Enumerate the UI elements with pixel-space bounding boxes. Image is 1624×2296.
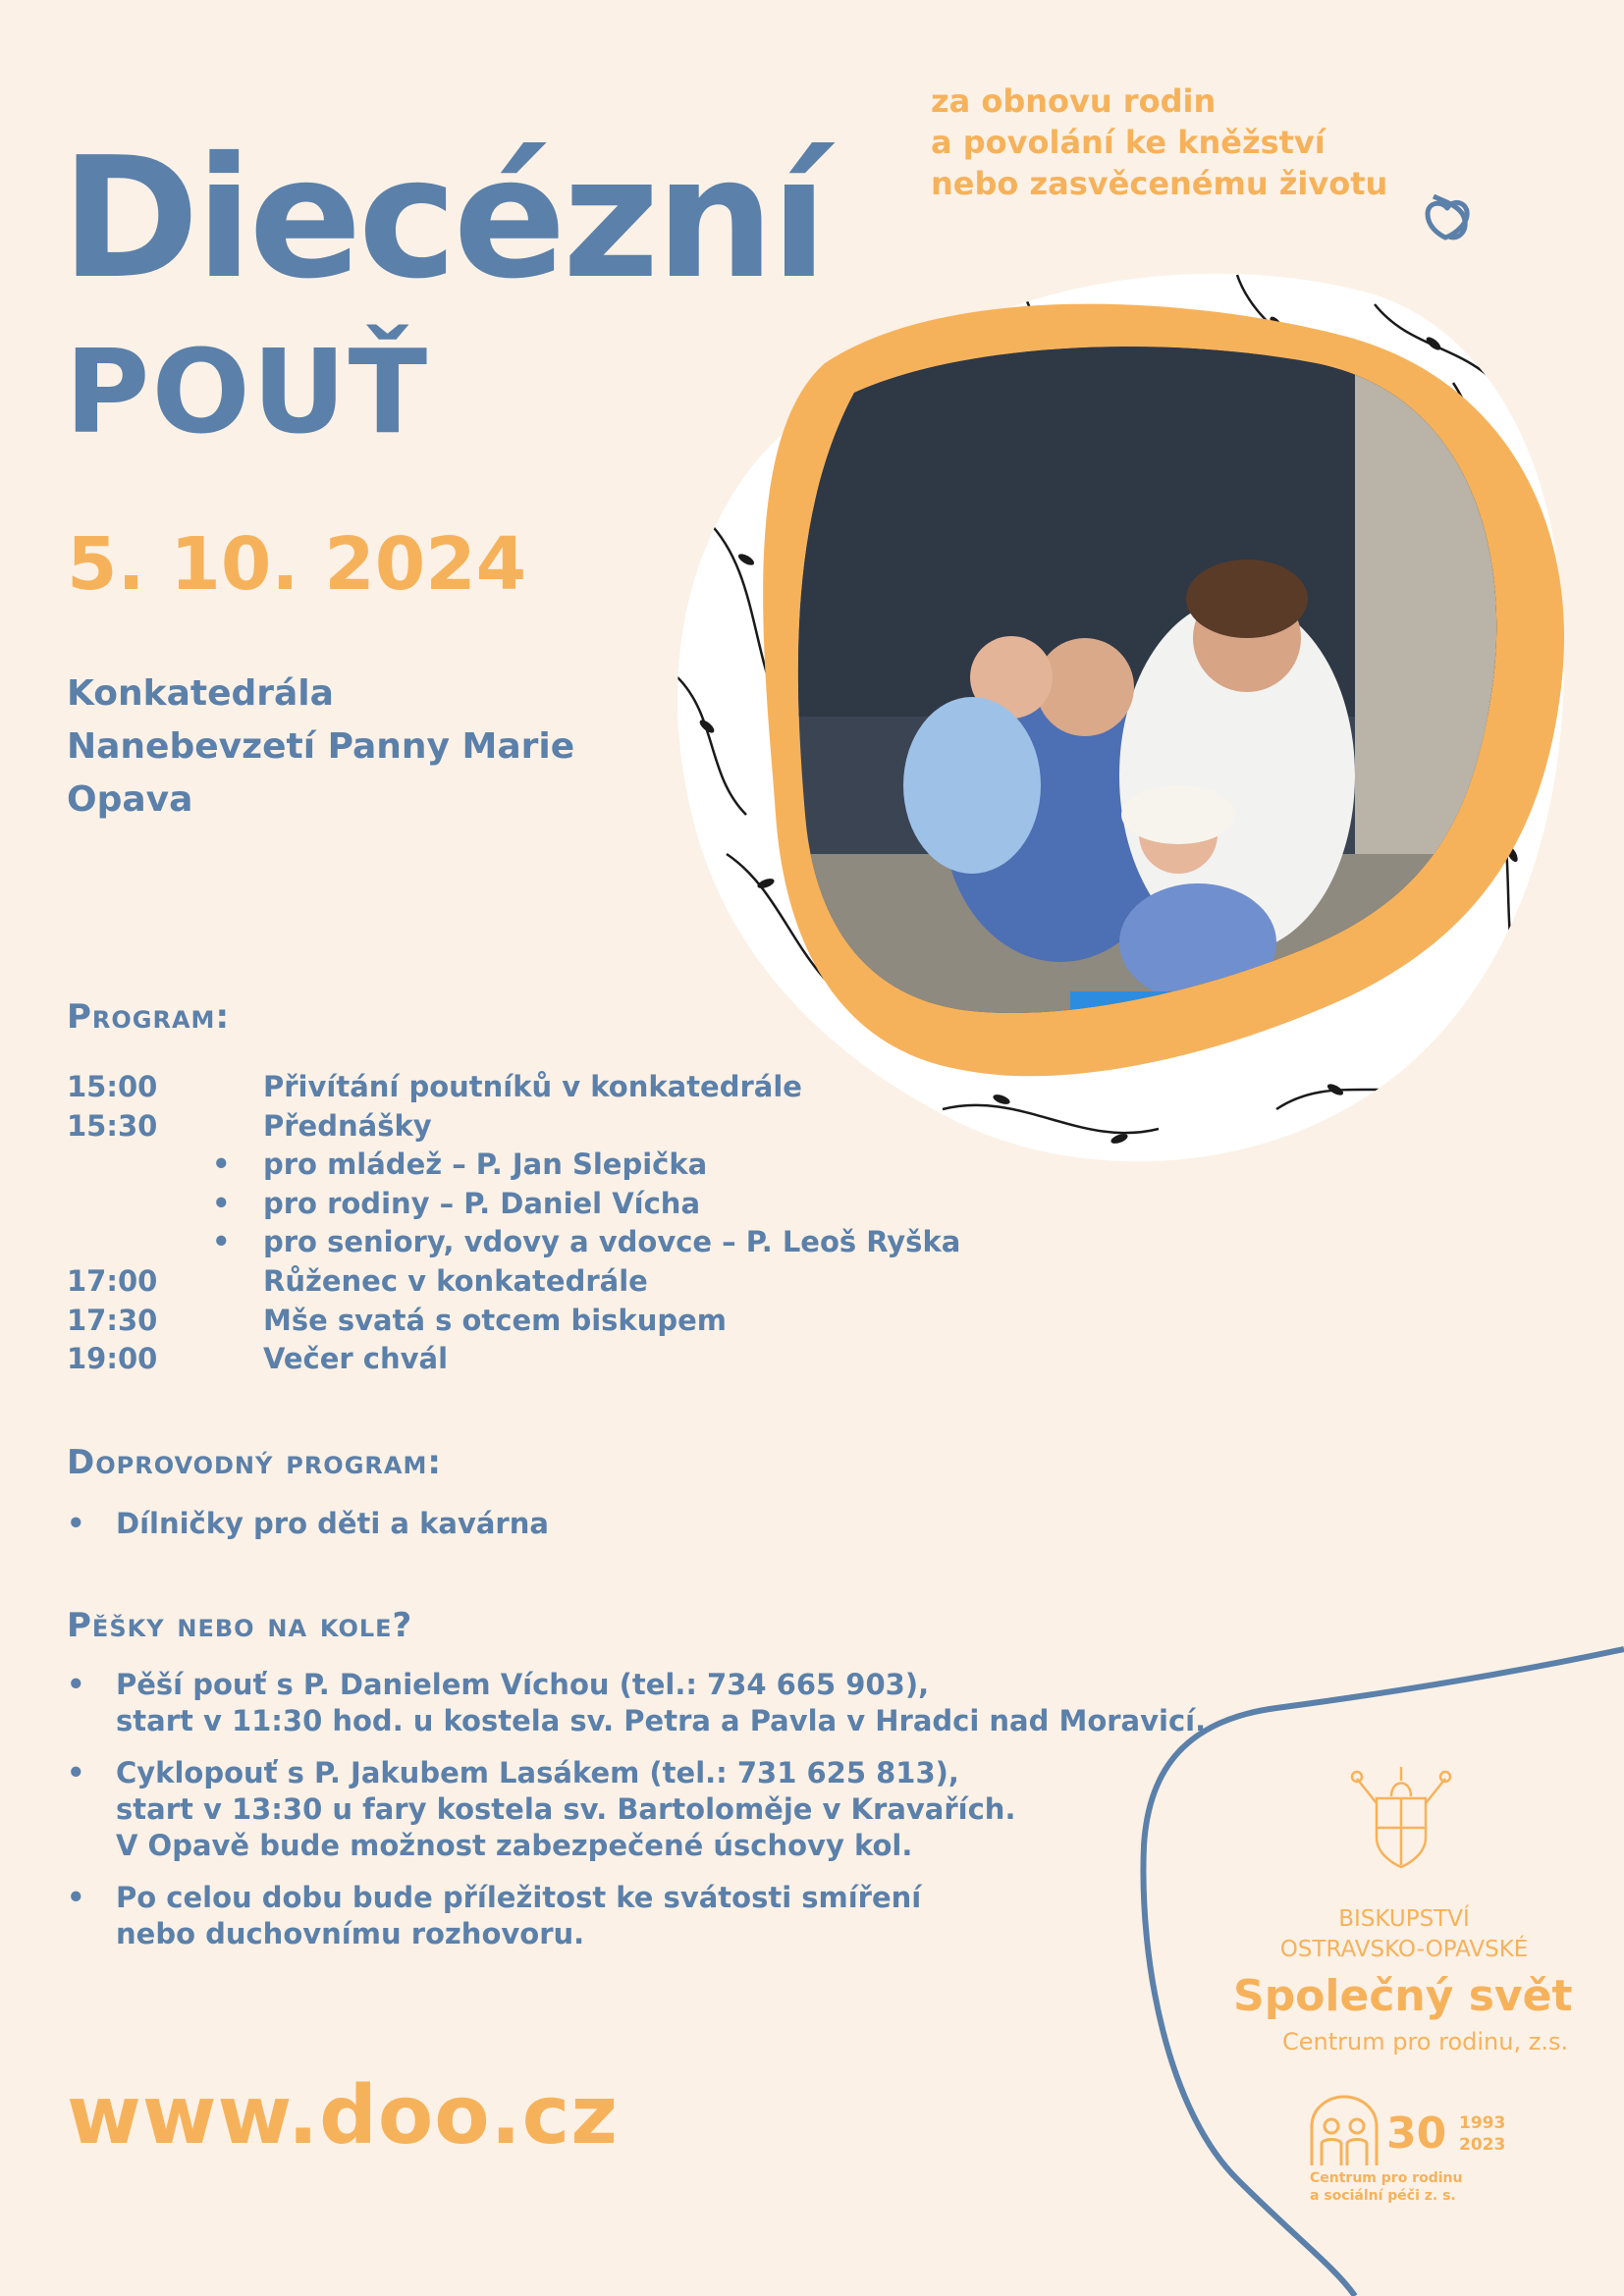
list-item [67, 1506, 549, 1542]
anniversary-number: 30 [1386, 2109, 1447, 2159]
list-item [67, 1667, 1206, 1739]
venue-line: Nanebevzetí Panny Marie [67, 726, 575, 767]
bullet-icon: • [67, 1881, 85, 1914]
walk-bike-heading: Pěšky nebo na kole? [67, 1606, 413, 1645]
venue-line: Opava [67, 779, 193, 820]
bullet-icon: • [212, 1225, 231, 1259]
anniversary-year: 1993 [1459, 2113, 1506, 2133]
schedule-activity: Přednášky [263, 1108, 432, 1143]
page-title: Diecézní [61, 122, 824, 316]
tagline-line: za obnovu rodin [931, 82, 1217, 120]
anniversary-caption-line: a sociální péči z. s. [1310, 2188, 1456, 2204]
bullet-icon: • [67, 1668, 85, 1701]
family-photo [648, 265, 1591, 1198]
anniversary-years [1459, 2112, 1505, 2156]
list-item-text: Dílničky pro děti a kavárna [116, 1507, 549, 1540]
list-item-text: start v 13:30 u fary kostela sv. Bartoloměje v Kravařích. [116, 1792, 1016, 1826]
tagline-line: nebo zasvěcenému životu [931, 165, 1388, 202]
anniversary-caption-line: Centrum pro rodinu [1310, 2170, 1463, 2186]
bullet-icon: • [67, 1507, 85, 1540]
org-subtitle: Centrum pro rodinu, z.s. [1282, 2028, 1569, 2056]
schedule-activity: Přivítání poutníků v konkatedrále [263, 1070, 802, 1103]
org-name: Společný svět [1233, 1971, 1573, 2021]
schedule-time: 15:00 [67, 1070, 158, 1103]
heart-icon [1422, 194, 1475, 241]
schedule-time: 17:00 [67, 1263, 158, 1298]
program-heading: Program: [67, 997, 231, 1037]
diocese-coat-of-arms-icon [1347, 1759, 1455, 1877]
diocese-name-line: OSTRAVSKO-OPAVSKÉ [1279, 1937, 1529, 1962]
diocese-name [1237, 1904, 1571, 1965]
list-item-text: Pěší pouť s P. Danielem Víchou (tel.: 734 665 903), [116, 1668, 930, 1701]
list-item-text: Po celou dobu bude příležitost ke svátosti smíření [116, 1881, 922, 1914]
bullet-icon: • [212, 1148, 231, 1182]
walk-bike-list [67, 1667, 1206, 1968]
side-program-heading: Doprovodný program: [67, 1443, 442, 1482]
list-item-text: V Opavě bude možnost zabezpečené úschovy kol. [116, 1829, 913, 1862]
family-house-icon [1306, 2093, 1382, 2169]
venue [67, 667, 574, 827]
bullet-icon: • [67, 1756, 85, 1789]
website-link[interactable]: www.doo.cz [67, 2069, 620, 2163]
tagline-line: a povolání ke kněžství [931, 124, 1326, 161]
bullet-icon: • [212, 1186, 231, 1220]
list-item-text: nebo duchovnímu rozhovoru. [116, 1917, 585, 1950]
schedule-activity: Růženec v konkatedrále [263, 1263, 648, 1298]
schedule-activity: pro seniory, vdovy a vdovce – P. Leoš Ryška [263, 1225, 961, 1259]
anniversary-year: 2023 [1459, 2135, 1506, 2155]
venue-line: Konkatedrála [67, 673, 334, 714]
anniversary-caption [1310, 2169, 1462, 2205]
schedule-activity: pro mládež – P. Jan Slepička [263, 1148, 708, 1182]
list-item [67, 1880, 1206, 1952]
page-subtitle: POUŤ [65, 324, 430, 459]
diocese-name-line: BISKUPSTVÍ [1338, 1906, 1470, 1932]
schedule-time: 17:30 [67, 1303, 158, 1337]
list-item-text: Cyklopouť s P. Jakubem Lasákem (tel.: 731 625 813), [116, 1756, 959, 1789]
schedule-time: 19:00 [67, 1342, 158, 1376]
schedule-time: 15:30 [67, 1108, 158, 1143]
list-item [67, 1755, 1206, 1864]
event-date: 5. 10. 2024 [67, 522, 527, 607]
list-item-text: start v 11:30 hod. u kostela sv. Petra a Pavla v Hradci nad Moravicí. [116, 1704, 1207, 1737]
schedule-activity: Večer chvál [263, 1342, 449, 1376]
schedule-activity: Mše svatá s otcem biskupem [263, 1303, 728, 1337]
schedule-activity: pro rodiny – P. Daniel Vícha [263, 1186, 701, 1220]
tagline [931, 80, 1387, 204]
side-program-list [67, 1506, 549, 1558]
